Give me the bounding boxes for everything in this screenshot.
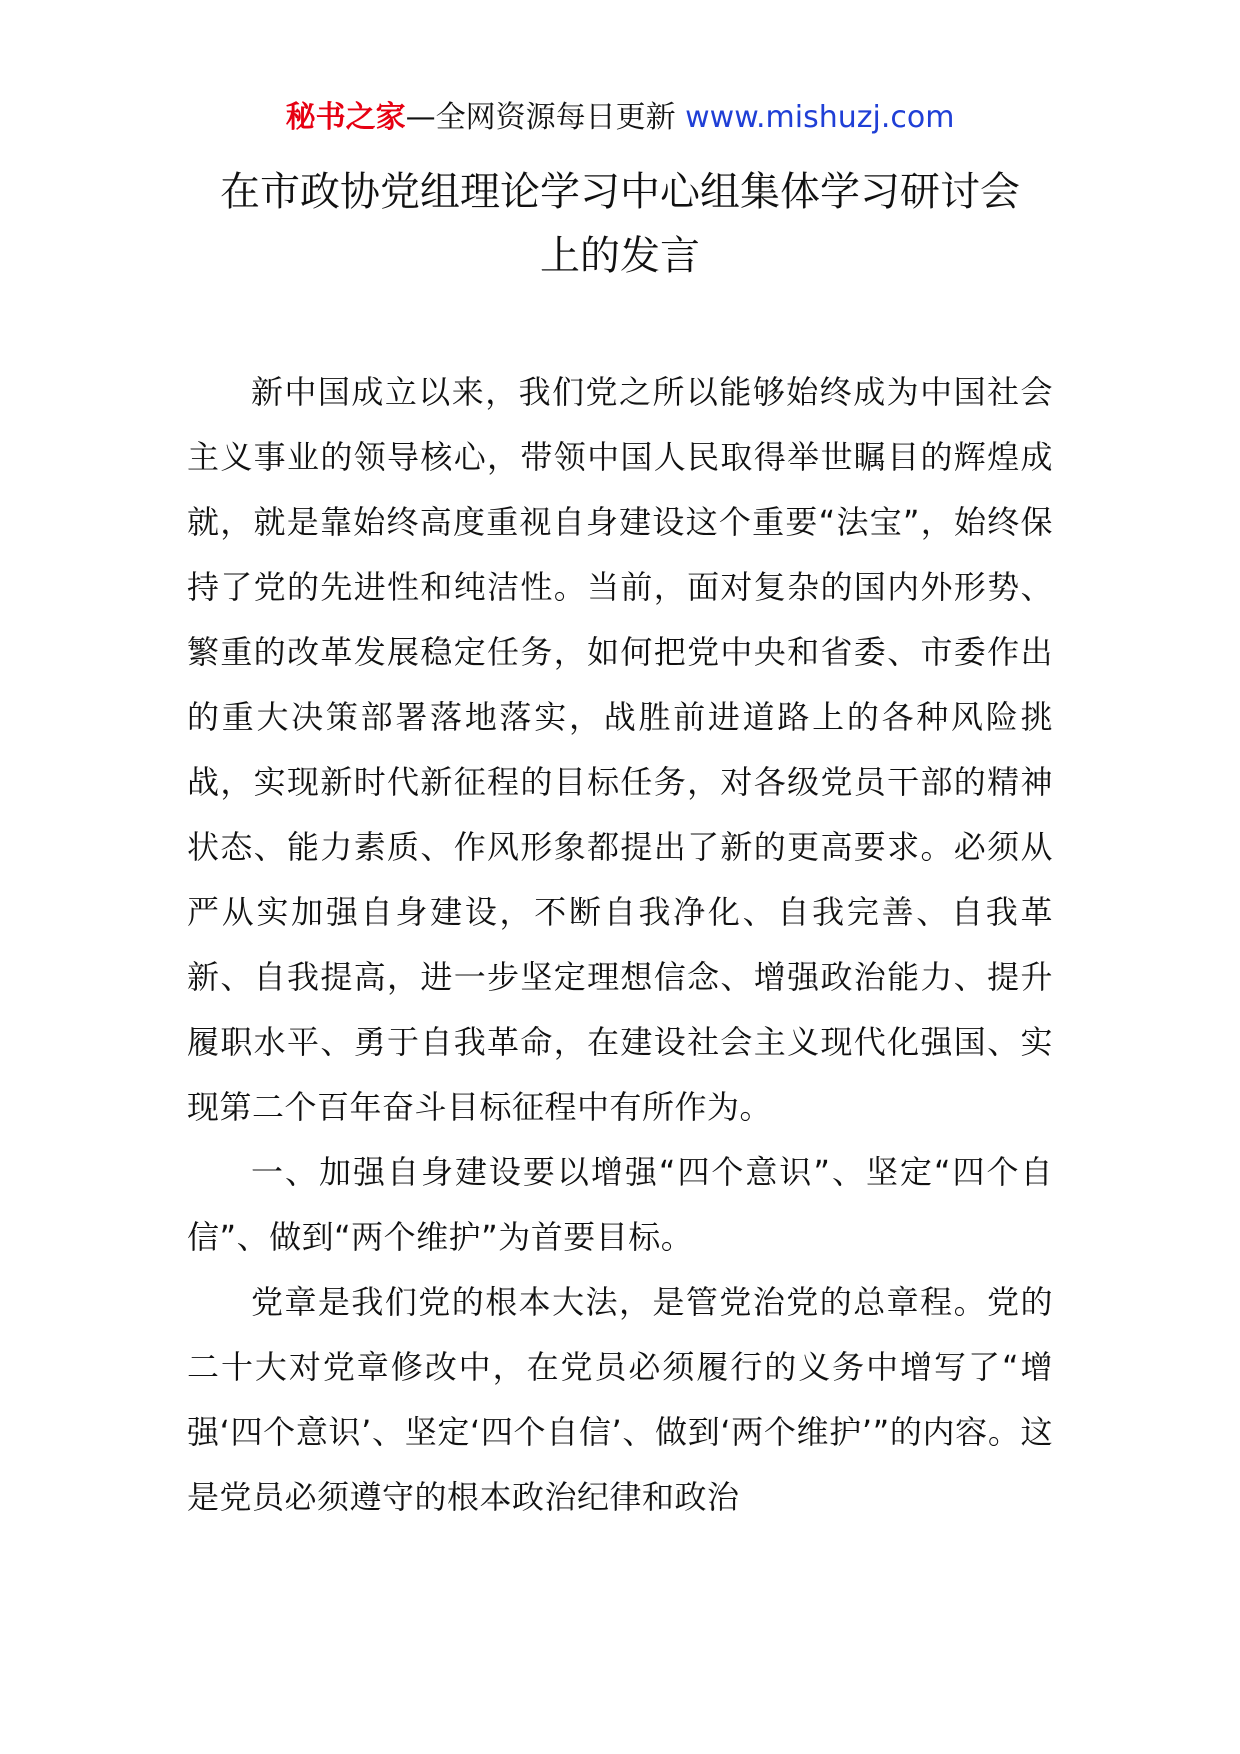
document-body	[187, 360, 1053, 1530]
body-paragraph-party-constitution: 党章是我们党的根本大法，是管党治党的总章程。党的二十大对党章修改中，在党员必须履行的义务中增写了“增强‘四个意识’、坚定‘四个自信’、做到‘两个维护’”的内容。这是党员必须遵守的根本政治纪律和政治	[187, 1283, 1053, 1516]
header-slogan: —全网资源每日更新	[405, 100, 676, 135]
title-line-1: 在市政协党组理论学习中心组集体学习研讨会	[220, 169, 1020, 215]
document-title	[150, 160, 1090, 288]
section-heading-1: 一、加强自身建设要以增强“四个意识”、坚定“四个自信”、做到“两个维护”为首要目标。	[187, 1153, 1053, 1256]
site-header	[0, 98, 1240, 138]
title-line-2: 上的发言	[540, 233, 700, 279]
brand-name: 秘书之家	[285, 100, 406, 135]
site-url-link[interactable]: www.mishuzj.com	[685, 100, 955, 135]
body-paragraph-intro: 新中国成立以来，我们党之所以能够始终成为中国社会主义事业的领导核心，带领中国人民取得举世瞩目的辉煌成就，就是靠始终高度重视自身建设这个重要“法宝”，始终保持了党的先进性和纯洁性。当前，面对复杂的国内外形势、繁重的改革发展稳定任务，如何把党中央和省委、市委作出的重大决策部署落地落实，战胜前进道路上的各种风险挑战，实现新时代新征程的目标任务，对各级党员干部的精神状态、能力素质、作风形象都提出了新的更高要求。必须从严从实加强自身建设，不断自我净化、自我完善、自我革新、自我提高，进一步坚定理想信念、增强政治能力、提升履职水平、勇于自我革命，在建设社会主义现代化强国、实现第二个百年奋斗目标征程中有所作为。	[187, 373, 1053, 1126]
